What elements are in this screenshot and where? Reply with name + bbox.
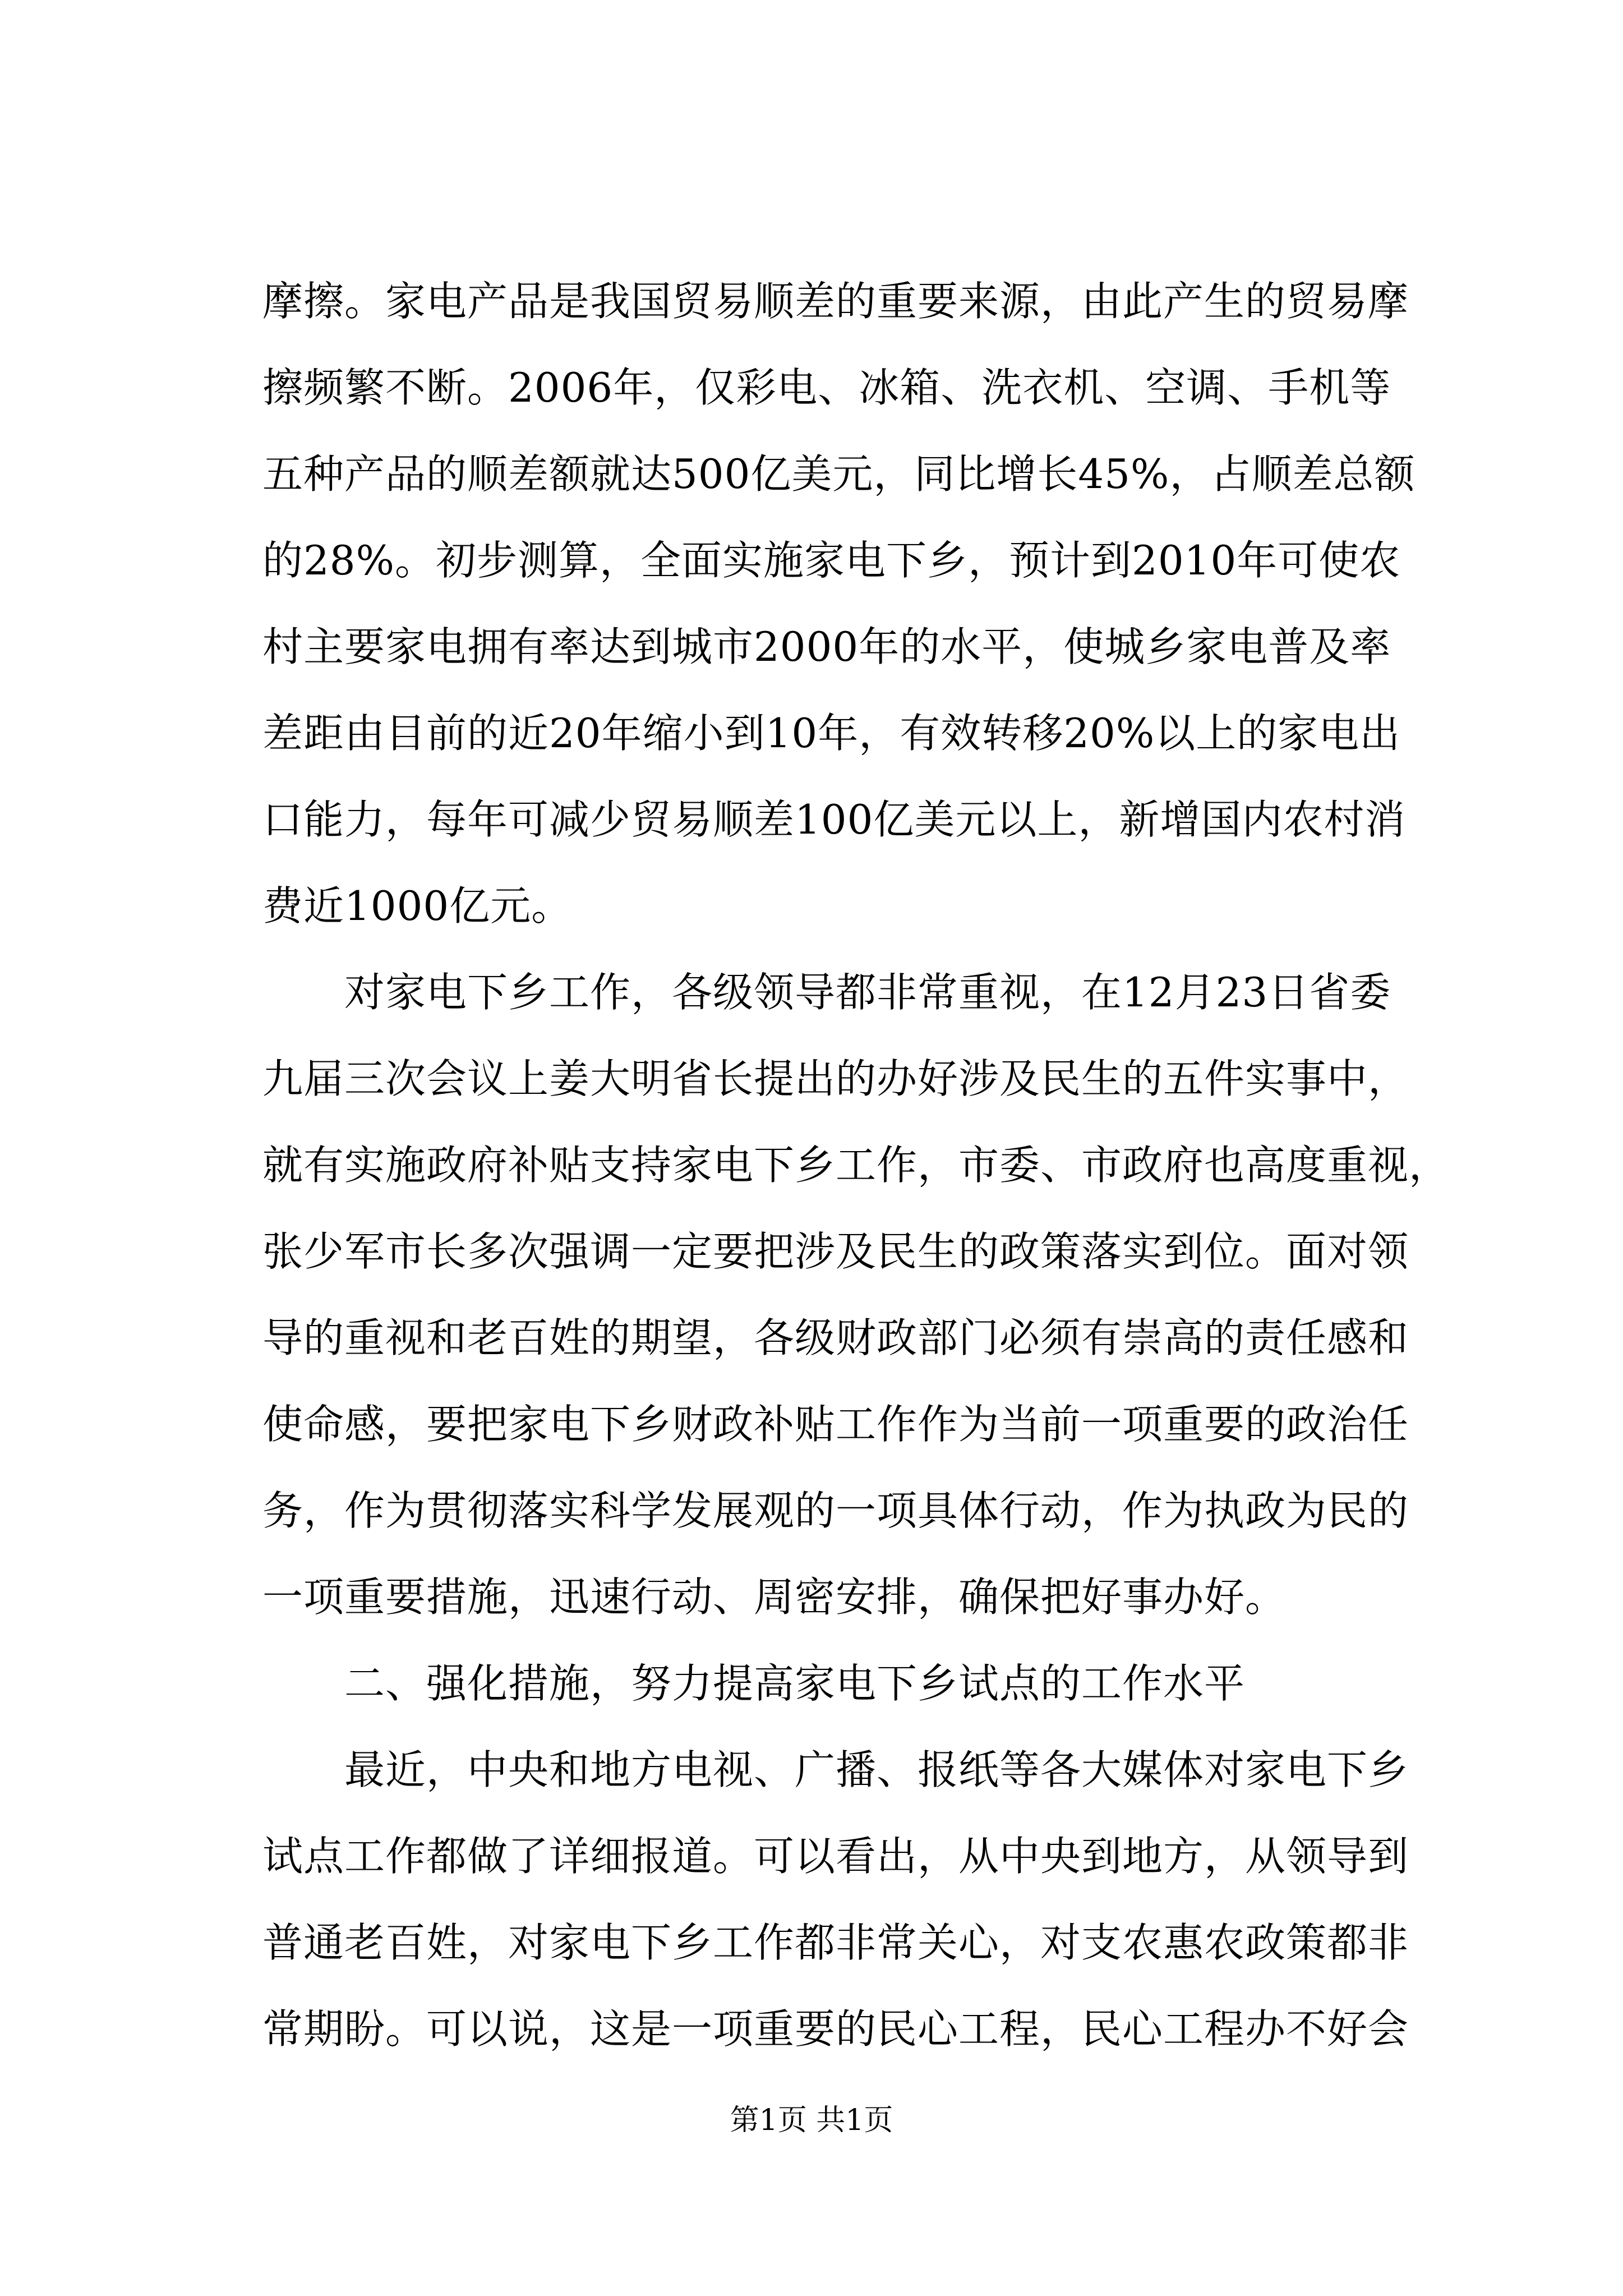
text-line: 试点工作都做了详细报道。可以看出，从中央到地方，从领导到 (262, 1833, 1409, 1880)
text-line: 务，作为贯彻落实科学发展观的一项具体行动，作为执政为民的 (262, 1487, 1409, 1534)
text-line: 导的重视和老百姓的期望，各级财政部门必须有崇高的责任感和 (262, 1314, 1409, 1361)
page-footer: 第1页 共1页 (730, 2104, 893, 2137)
text-line: 擦频繁不断。2006年，仅彩电、冰箱、洗衣机、空调、手机等 (262, 364, 1391, 411)
text-line: 差距由目前的近20年缩小到10年，有效转移20%以上的家电出 (262, 710, 1401, 757)
text-line: 常期盼。可以说，这是一项重要的民心工程，民心工程办不好会 (262, 2005, 1409, 2053)
text-line: 口能力，每年可减少贸易顺差100亿美元以上，新增国内农村消 (262, 796, 1406, 843)
text-line: 张少军市长多次强调一定要把涉及民生的政策落实到位。面对领 (262, 1228, 1409, 1275)
text-line: 九届三次会议上姜大明省长提出的办好涉及民生的五件实事中， (262, 1055, 1409, 1102)
text-line: 普通老百姓，对家电下乡工作都非常关心，对支农惠农政策都非 (262, 1919, 1409, 1966)
text-line: 的28%。初步测算，全面实施家电下乡，预计到2010年可使农 (262, 537, 1401, 584)
text-line: 使命感，要把家电下乡财政补贴工作作为当前一项重要的政治任 (262, 1401, 1409, 1448)
text-line: 摩擦。家电产品是我国贸易顺差的重要来源，由此产生的贸易摩 (262, 278, 1409, 325)
text-line: 村主要家电拥有率达到城市2000年的水平，使城乡家电普及率 (262, 623, 1391, 670)
text-line: 就有实施政府补贴支持家电下乡工作，市委、市政府也高度重视， (262, 1142, 1450, 1189)
text-line: 最近，中央和地方电视、广播、报纸等各大媒体对家电下乡 (262, 1746, 1409, 1793)
body-text (262, 258, 1450, 2072)
text-line: 五种产品的顺差额就达500亿美元，同比增长45%，占顺差总额 (262, 450, 1415, 498)
section-heading: 二、强化措施，努力提高家电下乡试点的工作水平 (262, 1660, 1246, 1707)
text-line: 对家电下乡工作，各级领导都非常重视，在12月23日省委 (262, 969, 1391, 1016)
text-line: 一项重要措施，迅速行动、周密安排，确保把好事办好。 (262, 1573, 1287, 1621)
text-line: 费近1000亿元。 (262, 882, 573, 930)
